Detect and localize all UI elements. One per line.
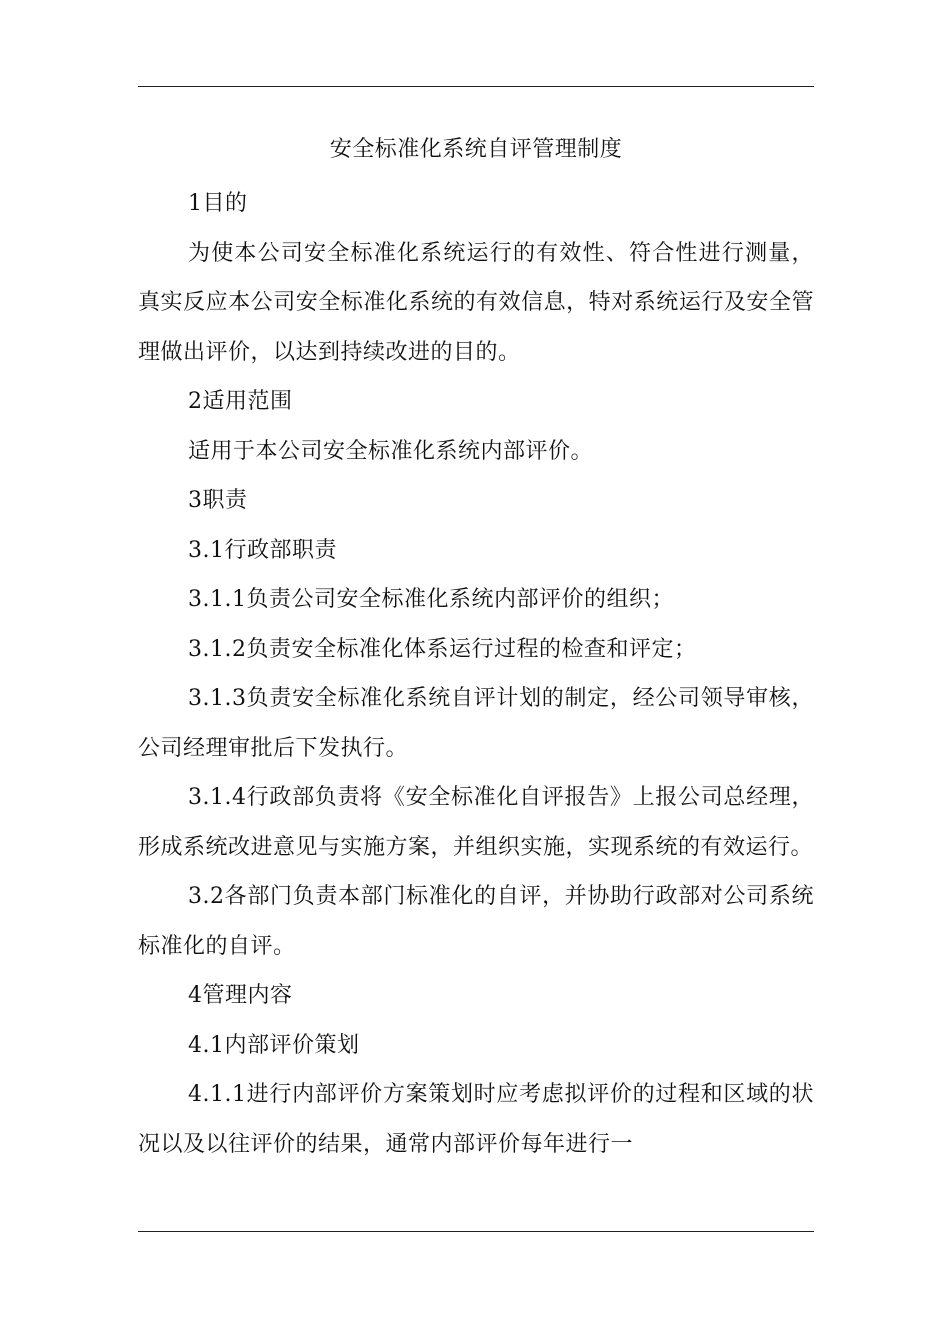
paragraph-scope-text: 适用于本公司安全标准化系统内部评价。 [188, 438, 594, 464]
heading-purpose: 1目的 [188, 191, 248, 216]
header-rule [138, 86, 814, 87]
document-body [138, 130, 814, 1169]
heading-scope: 2适用范围 [188, 389, 293, 414]
heading-responsibilities: 3职责 [188, 488, 248, 513]
paragraph-3-2: 3.2各部门负责本部门标准化的自评，并协助行政部对公司系统标准化的自评。 [138, 884, 814, 959]
paragraph-4-1-1: 4.1.1进行内部评价方案策划时应考虑拟评价的过程和区域的状况以及以往评价的结果，通常内部评价每年进行一 [138, 1082, 814, 1157]
paragraph-3-1-1: 3.1.1负责公司安全标准化系统内部评价的组织； [188, 587, 674, 612]
document-title: 安全标准化系统自评管理制度 [329, 137, 623, 162]
heading-management-content: 4管理内容 [188, 983, 293, 1008]
paragraph-3-1-3: 3.1.3负责安全标准化系统自评计划的制定，经公司领导审核，公司经理审批后下发执行。 [138, 686, 814, 761]
paragraph-3-1-4: 3.1.4行政部负责将《安全标准化自评报告》上报公司总经理，形成系统改进意见与实施方案，并组织实施，实现系统的有效运行。 [138, 785, 814, 860]
footer-rule [138, 1231, 814, 1232]
paragraph-3-1-2: 3.1.2负责安全标准化体系运行过程的检查和评定； [188, 636, 697, 662]
heading-internal-evaluation-planning: 4.1内部评价策划 [188, 1032, 360, 1058]
paragraph-purpose-text: 为使本公司安全标准化系统运行的有效性、符合性进行测量，真实反应本公司安全标准化系统的有效信息，特对系统运行及安全管理做出评价，以达到持续改进的目的。 [138, 240, 814, 365]
heading-admin-responsibilities: 3.1行政部职责 [188, 537, 337, 563]
